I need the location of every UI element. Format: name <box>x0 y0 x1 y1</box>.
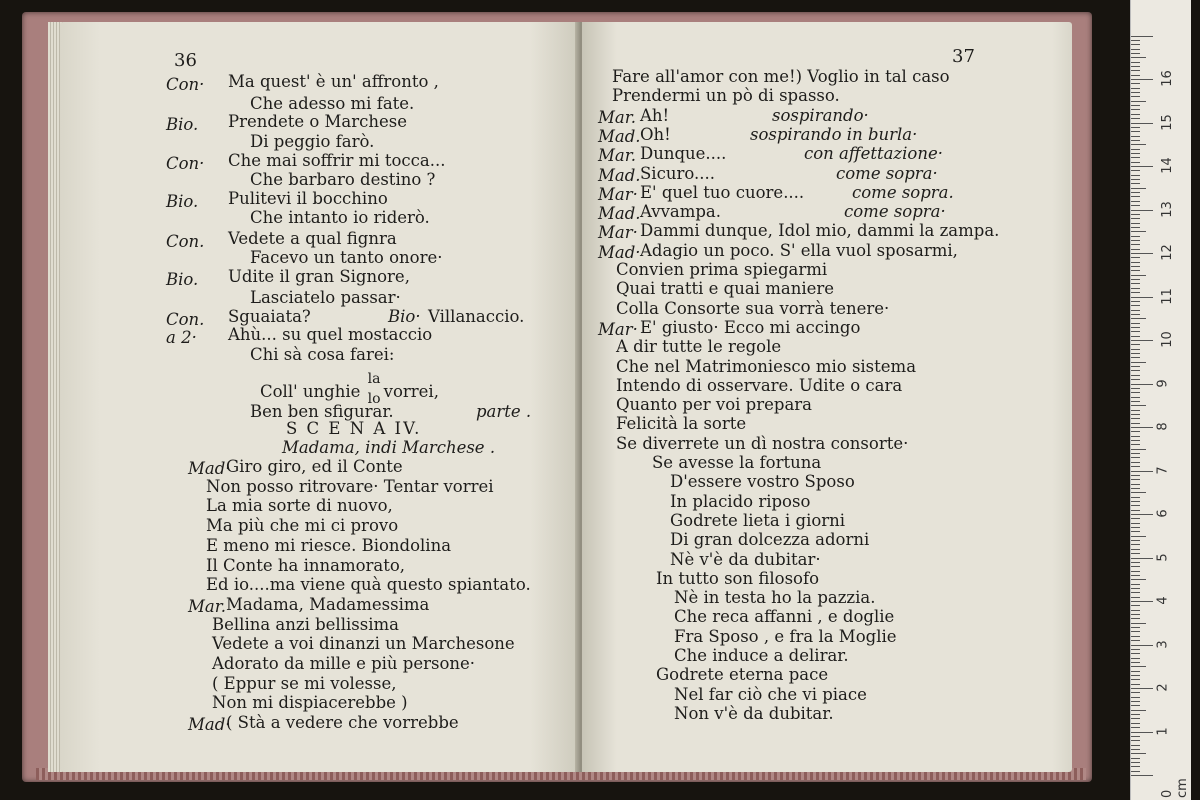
ruler-tick <box>1131 697 1140 698</box>
verse-text: Ahù... su quel mostaccio <box>228 325 433 344</box>
ruler-number: 10 <box>1159 331 1175 348</box>
ruler-tick <box>1131 488 1140 489</box>
ruler-tick <box>1131 318 1146 319</box>
speaker-label: Con· <box>166 154 205 173</box>
ruler-tick <box>1131 70 1140 71</box>
ruler-tick <box>1131 40 1140 41</box>
speaker-label: Mar· <box>598 184 638 204</box>
ruler-tick <box>1131 357 1140 358</box>
ruler-tick <box>1131 479 1140 480</box>
ruler-tick <box>1131 123 1153 124</box>
verse-text: Dunque.... <box>640 144 727 164</box>
ruler-tick <box>1131 305 1140 306</box>
ruler-tick <box>1131 179 1140 180</box>
ruler-tick <box>1131 457 1140 458</box>
ruler-tick <box>1131 466 1140 467</box>
ruler-tick <box>1131 310 1140 311</box>
speaker-label: Con· <box>166 75 205 94</box>
ruler-tick <box>1131 349 1140 350</box>
ruler-tick <box>1131 83 1140 84</box>
verse-text: Lasciatelo passar· <box>250 288 401 307</box>
ruler-tick <box>1131 414 1140 415</box>
ruler-tick <box>1131 227 1140 228</box>
ruler-tick <box>1131 362 1146 363</box>
ruler-tick <box>1131 88 1140 89</box>
verse-text: ( Stà a vedere che vorrebbe <box>226 713 459 733</box>
verse-text: Felicità la sorte <box>616 414 747 434</box>
ruler-tick <box>1131 353 1140 354</box>
ruler-tick <box>1131 392 1140 393</box>
ruler-tick <box>1131 314 1140 315</box>
speaker-label: Bio. <box>166 192 199 211</box>
verse-text: Oh! <box>640 124 671 144</box>
ruler-tick <box>1131 601 1153 602</box>
ruler-tick <box>1131 301 1140 302</box>
ruler-tick <box>1131 653 1140 654</box>
verse-text: Ma più che mi ci provo <box>206 516 399 536</box>
verse-text: D'essere vostro Sposo <box>670 472 855 492</box>
ruler-tick <box>1131 566 1140 567</box>
verse-text: La mia sorte di nuovo, <box>206 496 393 516</box>
ruler-number: 9 <box>1155 378 1171 388</box>
ruler-tick <box>1131 57 1146 58</box>
speaker-label: Mad· <box>188 459 231 478</box>
verse-text: Prendermi un pò di spasso. <box>612 86 840 106</box>
ruler-tick <box>1131 292 1140 293</box>
ruler-tick <box>1131 727 1140 728</box>
ruler-tick <box>1131 492 1146 493</box>
ruler-tick <box>1131 714 1140 715</box>
ruler-tick <box>1131 510 1140 511</box>
verse-text: Che induce a delirar. <box>674 646 849 665</box>
verse-text: Se avesse la fortuna <box>652 453 822 472</box>
ruler-number: 16 <box>1159 70 1175 87</box>
ruler-tick <box>1131 140 1140 141</box>
ruler-tick <box>1131 262 1140 263</box>
verse-text: E' quel tuo cuore.... <box>640 182 805 202</box>
ruler-tick <box>1131 218 1140 219</box>
ruler-tick <box>1131 136 1140 137</box>
aside-text: Villanaccio. <box>428 307 525 326</box>
speaker-label: Mar. <box>188 596 227 616</box>
ruler-tick <box>1131 692 1140 693</box>
ruler-tick <box>1131 684 1140 685</box>
ruler-number: 1 <box>1155 726 1171 736</box>
ruler-tick <box>1131 279 1140 280</box>
ruler-tick <box>1131 379 1140 380</box>
ruler-tick <box>1131 249 1140 250</box>
speaker-label: Bio. <box>166 115 199 134</box>
ruler-tick <box>1131 592 1140 593</box>
stage-direction: parte . <box>476 402 532 421</box>
ruler-number: 3 <box>1155 639 1171 649</box>
ruler-tick <box>1131 423 1140 424</box>
ruler-tick <box>1131 244 1140 245</box>
stage-direction: sospirando· <box>772 105 869 125</box>
measurement-ruler <box>1130 0 1191 800</box>
verse-text: Godrete lieta i giorni <box>670 510 846 530</box>
ruler-tick <box>1131 514 1153 515</box>
ruler-tick <box>1131 449 1146 450</box>
ruler-tick <box>1131 640 1140 641</box>
speaker-label: Mar· <box>598 319 638 339</box>
ruler-tick <box>1131 766 1140 767</box>
ruler-tick <box>1131 736 1140 737</box>
verse-text: Pulitevi il bocchino <box>228 189 388 208</box>
ruler-tick <box>1131 44 1140 45</box>
ruler-tick <box>1131 49 1140 50</box>
ruler-tick <box>1131 240 1140 241</box>
verse-text: In placido riposo <box>670 491 811 511</box>
speaker-label: Mad. <box>598 204 641 224</box>
ruler-tick <box>1131 623 1146 624</box>
stacked-variant <box>366 370 384 407</box>
ruler-tick <box>1131 431 1140 432</box>
verse-text: Chi sà cosa farei: <box>250 345 395 364</box>
ruler-tick <box>1131 753 1146 754</box>
verse-text: Di gran dolcezza adorni <box>670 530 870 550</box>
verse-text: vorrei, <box>383 382 439 401</box>
ruler-tick <box>1131 66 1140 67</box>
verse-text: Nè v'è da dubitar· <box>670 549 821 569</box>
stage-direction: come sopra· <box>844 202 946 222</box>
variant-top: la <box>367 370 381 387</box>
ruler-tick <box>1131 223 1140 224</box>
ruler-number: 0 cm <box>1160 778 1190 798</box>
verse-text: Che mai soffrir mi tocca... <box>228 151 446 170</box>
verse-text: Nel far ciò che vi piace <box>674 684 867 704</box>
verse-text: Quai tratti e quai maniere <box>616 279 835 299</box>
verse-text: Che adesso mi fate. <box>250 94 415 113</box>
speaker-label: Mar. <box>598 146 637 166</box>
verse-text: Ben ben sfigurar. <box>250 402 394 421</box>
ruler-tick <box>1131 558 1153 559</box>
page-number-left: 36 <box>174 50 197 71</box>
stage-direction: come sopra. <box>852 182 954 202</box>
ruler-tick <box>1131 205 1140 206</box>
ruler-tick <box>1131 775 1153 776</box>
ruler-tick <box>1131 462 1140 463</box>
ruler-number: 4 <box>1155 596 1171 605</box>
ruler-tick <box>1131 149 1140 150</box>
ruler-tick <box>1131 266 1140 267</box>
ruler-tick <box>1131 666 1146 667</box>
ruler-tick <box>1131 562 1140 563</box>
verse-text: Coll' unghie <box>260 382 361 401</box>
ruler-tick <box>1131 649 1140 650</box>
ruler-tick <box>1131 162 1140 163</box>
ruler-tick <box>1131 183 1140 184</box>
ruler-tick <box>1131 275 1146 276</box>
ruler-tick <box>1131 388 1140 389</box>
ruler-tick <box>1131 231 1146 232</box>
verse-text: Quanto per voi prepara <box>616 395 813 415</box>
ruler-tick <box>1131 79 1153 80</box>
ruler-tick <box>1131 253 1153 254</box>
ruler-tick <box>1131 436 1140 437</box>
ruler-tick <box>1131 675 1140 676</box>
ruler-tick <box>1131 144 1146 145</box>
verse-text: Colla Consorte sua vorrà tenere· <box>616 298 890 318</box>
ruler-tick <box>1131 153 1140 154</box>
ruler-tick <box>1131 109 1140 110</box>
ruler-tick <box>1131 471 1153 472</box>
ruler-tick <box>1131 101 1146 102</box>
ruler-tick <box>1131 96 1140 97</box>
ruler-tick <box>1131 166 1153 167</box>
verse-text: Udite il gran Signore, <box>228 267 410 286</box>
ruler-tick <box>1131 331 1140 332</box>
ruler-tick <box>1131 170 1140 171</box>
ruler-tick <box>1131 75 1140 76</box>
ruler-tick <box>1131 344 1140 345</box>
ruler-tick <box>1131 201 1140 202</box>
ruler-number: 5 <box>1155 552 1171 562</box>
verse-text: Adorato da mille e più persone· <box>212 654 476 673</box>
ruler-tick <box>1131 671 1140 672</box>
speaker-label: Mad. <box>598 165 641 185</box>
ruler-tick <box>1131 618 1140 619</box>
ruler-tick <box>1131 553 1140 554</box>
ruler-tick <box>1131 597 1140 598</box>
verse-text: Sguaiata? <box>228 307 311 326</box>
ruler-tick <box>1131 257 1140 258</box>
verse-text: Fra Sposo , e fra la Moglie <box>674 626 897 646</box>
ruler-tick <box>1131 418 1140 419</box>
verse-text: E' giusto· Ecco mi accingo <box>640 317 861 337</box>
ruler-tick <box>1131 771 1140 772</box>
ruler-tick <box>1131 627 1140 628</box>
verse-text: Adagio un poco. S' ella vuol sposarmi, <box>640 240 958 260</box>
ruler-tick <box>1131 370 1140 371</box>
ruler-tick <box>1131 484 1140 485</box>
ruler-number: 2 <box>1155 683 1171 692</box>
ruler-number: 8 <box>1155 422 1171 431</box>
speaker-label: Mad· <box>598 242 641 262</box>
ruler-number: 15 <box>1159 113 1175 131</box>
ruler-tick <box>1131 401 1140 402</box>
ruler-tick <box>1131 531 1140 532</box>
ruler-tick <box>1131 710 1146 711</box>
speaker-label: a 2· <box>166 328 197 347</box>
ruler-tick <box>1131 536 1146 537</box>
verse-text: Il Conte ha innamorato, <box>206 555 406 575</box>
stage-direction: come sopra· <box>836 163 938 183</box>
ruler-number: 6 <box>1155 509 1171 518</box>
ruler-tick <box>1131 636 1140 637</box>
ruler-tick <box>1131 127 1140 128</box>
ruler-tick <box>1131 610 1140 611</box>
ruler-tick <box>1131 131 1140 132</box>
ruler-number: 12 <box>1159 244 1175 261</box>
ruler-tick <box>1131 705 1140 706</box>
ruler-tick <box>1131 758 1140 759</box>
ruler-tick <box>1131 440 1140 441</box>
scene-cast: Madama, indi Marchese . <box>282 438 496 457</box>
ruler-tick <box>1131 188 1146 189</box>
scene-title: S C E N A IV. <box>286 419 422 438</box>
right-page <box>582 22 1072 772</box>
speaker-label: Con. <box>166 232 205 251</box>
verse-text: Prendete o Marchese <box>228 112 408 131</box>
verse-text: Avvampa. <box>640 202 722 222</box>
ruler-number: 13 <box>1159 200 1175 218</box>
ruler-tick <box>1131 579 1146 580</box>
ruler-tick <box>1131 36 1153 37</box>
aside-speaker: Bio· <box>388 307 421 326</box>
verse-text: Madama, Madamessima <box>226 594 430 614</box>
ruler-number: 7 <box>1155 465 1171 475</box>
ruler-tick <box>1131 527 1140 528</box>
ruler-number: 11 <box>1159 287 1175 305</box>
ruler-tick <box>1131 614 1140 615</box>
ruler-tick <box>1131 410 1140 411</box>
ruler-tick <box>1131 497 1140 498</box>
ruler-tick <box>1131 405 1146 406</box>
ruler-tick <box>1131 740 1140 741</box>
verse-text: Convien prima spiegarmi <box>616 260 828 279</box>
ruler-tick <box>1131 105 1140 106</box>
verse-text: ( Eppur se mi volesse, <box>212 673 397 693</box>
ruler-tick <box>1131 549 1140 550</box>
verse-text: Intendo di osservare. Udite o cara <box>616 375 903 395</box>
speaker-label: Con. <box>166 310 205 329</box>
verse-text: Se diverrete un dì nostra consorte· <box>616 433 909 453</box>
verse-text: Fare all'amor con me!) Voglio in tal caso <box>612 67 950 86</box>
stage-direction: con affettazione· <box>804 144 943 164</box>
ruler-tick <box>1131 114 1140 115</box>
ruler-tick <box>1131 588 1140 589</box>
speaker-label: Bio. <box>166 270 199 289</box>
ruler-tick <box>1131 175 1140 176</box>
ruler-tick <box>1131 575 1140 576</box>
verse-text: Di peggio farò. <box>250 132 375 151</box>
ruler-tick <box>1131 645 1153 646</box>
ruler-tick <box>1131 688 1153 689</box>
verse-text: Ed io....ma viene quà questo spiantato. <box>206 575 531 595</box>
ruler-tick <box>1131 92 1140 93</box>
ruler-tick <box>1131 540 1140 541</box>
verse-text: E meno mi riesce. Biondolina <box>206 535 452 555</box>
variant-bottom: lo <box>367 390 381 407</box>
ruler-tick <box>1131 745 1140 746</box>
ruler-tick <box>1131 62 1140 63</box>
verse-text: Che reca affanni , e doglie <box>674 607 895 627</box>
verse-text: Godrete eterna pace <box>656 665 829 685</box>
ruler-tick <box>1131 453 1140 454</box>
ruler-tick <box>1131 662 1140 663</box>
verse-text: Non mi dispiacerebbe ) <box>212 693 408 713</box>
verse-text: Che nel Matrimoniesco mio sistema <box>616 356 917 376</box>
ruler-tick <box>1131 571 1140 572</box>
verse-text: A dir tutte le regole <box>616 337 782 357</box>
ruler-tick <box>1131 53 1140 54</box>
verse-text: Nè in testa ho la pazzia. <box>674 588 876 608</box>
ruler-tick <box>1131 427 1153 428</box>
verse-text: Sicuro.... <box>640 163 715 183</box>
ruler-tick <box>1131 210 1153 211</box>
ruler-tick <box>1131 732 1153 733</box>
ruler-tick <box>1131 723 1140 724</box>
verse-text: Vedete a voi dinanzi un Marchesone <box>212 634 515 654</box>
verse-line <box>260 370 439 407</box>
speaker-label: Mad· <box>188 715 231 735</box>
ruler-tick <box>1131 323 1140 324</box>
verse-text: Non posso ritrovare· Tentar vorrei <box>206 476 494 496</box>
ruler-tick <box>1131 749 1140 750</box>
ruler-tick <box>1131 762 1140 763</box>
ruler-tick <box>1131 297 1153 298</box>
page-number-right: 37 <box>952 46 975 67</box>
ruler-tick <box>1131 336 1140 337</box>
ruler-number: 14 <box>1159 157 1175 174</box>
ruler-tick <box>1131 196 1140 197</box>
ruler-tick <box>1131 236 1140 237</box>
verse-text: In tutto son filosofo <box>656 568 820 588</box>
ruler-tick <box>1131 718 1140 719</box>
ruler-tick <box>1131 366 1140 367</box>
ruler-tick <box>1131 327 1140 328</box>
verse-text: Bellina anzi bellissima <box>212 614 399 634</box>
ruler-tick <box>1131 375 1140 376</box>
ruler-tick <box>1131 340 1153 341</box>
ruler-tick <box>1131 631 1140 632</box>
ruler-tick <box>1131 523 1140 524</box>
ruler-tick <box>1131 157 1140 158</box>
ruler-tick <box>1131 501 1140 502</box>
speaker-label: Mad. <box>598 126 641 146</box>
verse-text: Ma quest' è un' affronto , <box>228 72 439 91</box>
ruler-tick <box>1131 518 1140 519</box>
ruler-tick <box>1131 118 1140 119</box>
ruler-tick <box>1131 701 1140 702</box>
ruler-tick <box>1131 605 1140 606</box>
speaker-label: Mar. <box>598 107 637 127</box>
speaker-label: Mar· <box>598 223 638 243</box>
ruler-tick <box>1131 658 1140 659</box>
verse-text: Vedete a qual fignra <box>228 229 397 248</box>
ruler-tick <box>1131 288 1140 289</box>
ruler-tick <box>1131 384 1153 385</box>
ruler-tick <box>1131 679 1140 680</box>
ruler-tick <box>1131 397 1140 398</box>
ruler-tick <box>1131 444 1140 445</box>
ruler-tick <box>1131 214 1140 215</box>
ruler-tick <box>1131 270 1140 271</box>
left-page <box>60 22 580 772</box>
verse-text: Dammi dunque, Idol mio, dammi la zampa. <box>640 221 1000 241</box>
ruler-tick <box>1131 192 1140 193</box>
ruler-tick <box>1131 584 1140 585</box>
verse-text: Che barbaro destino ? <box>250 170 436 189</box>
verse-text: Facevo un tanto onore· <box>250 248 443 267</box>
ruler-tick <box>1131 283 1140 284</box>
verse-text: Giro giro, ed il Conte <box>226 457 403 476</box>
ruler-tick <box>1131 475 1140 476</box>
ruler-tick <box>1131 544 1140 545</box>
stage-direction: sospirando in burla· <box>750 124 918 144</box>
verse-text: Che intanto io riderò. <box>250 208 430 227</box>
verse-text: Ah! <box>640 105 670 125</box>
verse-text: Non v'è da dubitar. <box>674 703 834 723</box>
ruler-tick <box>1131 505 1140 506</box>
